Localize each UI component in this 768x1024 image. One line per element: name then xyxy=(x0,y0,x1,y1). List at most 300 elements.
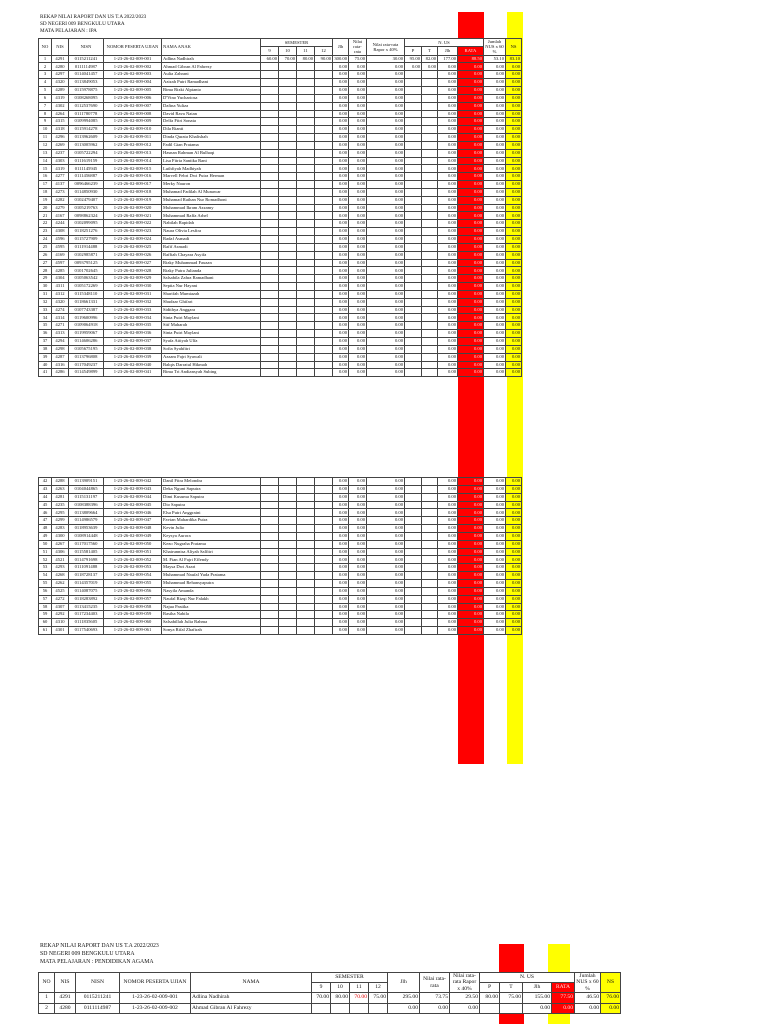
cell-s11 xyxy=(297,595,315,603)
cell-jlh2: 0.00 xyxy=(438,322,458,330)
cell-ns: 0.00 xyxy=(506,149,522,157)
cell-s10 xyxy=(279,63,297,71)
report1-table-a-body xyxy=(39,55,522,377)
cell-p xyxy=(405,330,422,338)
cell-p xyxy=(405,595,422,603)
cell-ns: 0.00 xyxy=(506,251,522,259)
cell-peserta: 1-23-26-02-009-009 xyxy=(104,118,162,126)
cell-rata: 0.00 xyxy=(349,196,367,204)
cell-p xyxy=(405,204,422,212)
cell-peserta: 1-23-26-02-009-032 xyxy=(104,298,162,306)
cell-rata: 0.00 xyxy=(349,181,367,189)
cell-rapor: 0.00 xyxy=(367,540,405,548)
cell-nis: 4303 xyxy=(52,157,69,165)
cell-rapor: 0.00 xyxy=(367,345,405,353)
cell-p xyxy=(405,361,422,369)
cell-s9 xyxy=(261,173,279,181)
cell-rata: 0.00 xyxy=(349,259,367,267)
cell-jlh: 0.00 xyxy=(333,251,349,259)
cell-nisn: 0114850930 xyxy=(69,188,104,196)
cell-nis: 4167 xyxy=(52,212,69,220)
cell-ns: 0.00 xyxy=(506,173,522,181)
cell-rata: 0.00 xyxy=(349,134,367,142)
cell-s9 xyxy=(261,259,279,267)
cell-jlh2: 0.00 xyxy=(438,220,458,228)
cell-nama: Muhamad Fadilah Al Munawar xyxy=(162,188,261,196)
col-ra-header: RATA xyxy=(458,47,484,55)
cell-nama: Rasiha Nabila xyxy=(162,611,261,619)
cell-rapor: 0.00 xyxy=(367,572,405,580)
cell-t xyxy=(422,322,438,330)
cell-rata: 0.00 xyxy=(349,118,367,126)
cell-ns: 0.00 xyxy=(506,243,522,251)
cell-s9 xyxy=(261,306,279,314)
cell-s11 xyxy=(297,267,315,275)
cell-ns: 0.00 xyxy=(506,196,522,204)
cell-s10 xyxy=(279,595,297,603)
cell-p xyxy=(405,517,422,525)
cell-rapor: 0.00 xyxy=(367,259,405,267)
cell-rapor: 0.00 xyxy=(367,517,405,525)
cell-p xyxy=(405,243,422,251)
cell-s9 xyxy=(261,236,279,244)
cell-p xyxy=(405,212,422,220)
cell-s12 xyxy=(315,493,333,501)
cell-nama: Ahmad Gibran Al Fahrezy xyxy=(191,1003,312,1013)
cell-s9 xyxy=(261,603,279,611)
cell-nisn: 0108268095 xyxy=(69,94,104,102)
col-p-header: P xyxy=(405,47,422,55)
cell-nama: Raffiah Chayara Asyifa xyxy=(162,251,261,259)
cell-p xyxy=(405,134,422,142)
cell-s12 xyxy=(315,548,333,556)
cell-s10 xyxy=(279,330,297,338)
table-row xyxy=(39,173,522,181)
cell-s10 xyxy=(279,126,297,134)
cell-rapor: 0.00 xyxy=(367,220,405,228)
cell-ra: 0.00 xyxy=(458,369,484,377)
cell-ra: 0.00 xyxy=(458,79,484,87)
cell-jlh2: 0.00 xyxy=(438,493,458,501)
cell-rata: 0.00 xyxy=(349,102,367,110)
cell-s10 xyxy=(279,71,297,79)
cell-t xyxy=(500,1003,523,1013)
cell-p xyxy=(405,564,422,572)
report1-subject: MATA PELAJARAN : IPA xyxy=(40,28,97,34)
cell-nama: Khairunnisa Aliyah Salfitri xyxy=(162,548,261,556)
cell-s11 xyxy=(297,157,315,165)
cell-ra: 0.00 xyxy=(458,322,484,330)
cell-nama: Radaf Asmadi xyxy=(162,236,261,244)
cell-peserta: 1-23-26-02-009-008 xyxy=(104,110,162,118)
table-row xyxy=(39,204,522,212)
cell-s10 xyxy=(279,181,297,189)
cell-ra: 0.00 xyxy=(458,517,484,525)
cell-s10 xyxy=(279,173,297,181)
cell-rata: 0.00 xyxy=(349,204,367,212)
cell-rata: 0.00 xyxy=(349,126,367,134)
cell-nisn: 0111835605 xyxy=(69,619,104,627)
report2-table-body xyxy=(39,993,621,1014)
cell-s9 xyxy=(261,157,279,165)
cell-t xyxy=(422,517,438,525)
cell-s10 xyxy=(279,212,297,220)
cell-ra: 0.00 xyxy=(458,134,484,142)
cell-nus: 0.00 xyxy=(484,485,506,493)
col-semester-header: SEMESTER xyxy=(261,39,333,47)
r2-col-p-header: P xyxy=(480,983,500,993)
cell-no: 10 xyxy=(39,126,52,134)
col-nama-header: NAMA ANAK xyxy=(162,39,261,56)
cell-nisn: 0108388396 xyxy=(69,501,104,509)
cell-jlh2: 0.00 xyxy=(438,572,458,580)
cell-p xyxy=(405,259,422,267)
cell-ra: 0.00 xyxy=(458,361,484,369)
cell-p xyxy=(405,611,422,619)
cell-nama: Muhammad Naufal Yuda Pratama xyxy=(162,572,261,580)
cell-nama: Sofia Syahfitri xyxy=(162,345,261,353)
cell-s9 xyxy=(261,627,279,635)
cell-s9 xyxy=(261,548,279,556)
cell-s12 xyxy=(315,126,333,134)
r2-col-sem9-header: 9 xyxy=(312,983,331,993)
cell-p xyxy=(480,1003,500,1013)
cell-jlh: 0.00 xyxy=(333,181,349,189)
cell-s12 xyxy=(315,337,333,345)
cell-p xyxy=(405,149,422,157)
cell-jlh2: 0.00 xyxy=(438,509,458,517)
cell-no: 55 xyxy=(39,579,52,587)
cell-p: 80.00 xyxy=(480,993,500,1003)
cell-peserta: 1-23-26-02-009-043 xyxy=(104,485,162,493)
cell-s12 xyxy=(315,236,333,244)
table-row xyxy=(39,165,522,173)
cell-s9 xyxy=(261,220,279,228)
cell-jlh2: 0.00 xyxy=(438,611,458,619)
cell-nus: 0.00 xyxy=(484,556,506,564)
cell-nama: Ahmad Gibran Al Fahrezy xyxy=(162,63,261,71)
cell-s11 xyxy=(297,63,315,71)
col-no-header: NO xyxy=(39,39,52,56)
cell-s12 xyxy=(315,478,333,486)
cell-s10 xyxy=(279,322,297,330)
report2-header xyxy=(40,942,159,966)
cell-no: 52 xyxy=(39,556,52,564)
cell-rata: 0.00 xyxy=(349,493,367,501)
cell-nama: Kezo Nugraha Pratama xyxy=(162,540,261,548)
cell-ra: 0.00 xyxy=(458,298,484,306)
cell-s10 xyxy=(279,517,297,525)
cell-peserta: 1-23-26-02-009-010 xyxy=(104,126,162,134)
cell-s11 xyxy=(297,501,315,509)
cell-nus: 0.00 xyxy=(484,579,506,587)
cell-nis: 4282 xyxy=(52,196,69,204)
cell-nama: Rizky Putra Julianda xyxy=(162,267,261,275)
cell-no: 14 xyxy=(39,157,52,165)
cell-nus: 0.00 xyxy=(484,275,506,283)
cell-rata: 0.00 xyxy=(349,94,367,102)
table-row xyxy=(39,275,522,283)
cell-p xyxy=(405,345,422,353)
col-ns-header: NS xyxy=(506,39,522,56)
cell-jlh2: 0.00 xyxy=(438,86,458,94)
cell-s12 xyxy=(315,525,333,533)
cell-t xyxy=(422,220,438,228)
cell-t xyxy=(422,275,438,283)
cell-nama: Deka Nguni Saputra xyxy=(162,485,261,493)
cell-s12 xyxy=(315,619,333,627)
cell-nis: 4271 xyxy=(52,322,69,330)
cell-p xyxy=(405,102,422,110)
cell-nis: 4315 xyxy=(52,118,69,126)
cell-ra: 0.00 xyxy=(458,603,484,611)
cell-nus: 0.00 xyxy=(484,157,506,165)
cell-rapor: 0.00 xyxy=(367,86,405,94)
cell-s9 xyxy=(261,71,279,79)
cell-peserta: 1-23-26-02-009-001 xyxy=(120,993,191,1003)
cell-s12 xyxy=(315,572,333,580)
cell-t xyxy=(422,532,438,540)
table-row xyxy=(39,157,522,165)
cell-no: 51 xyxy=(39,548,52,556)
table-row xyxy=(39,361,522,369)
cell-nama: Shudzar Ghifari xyxy=(162,298,261,306)
cell-jlh: 0.00 xyxy=(333,517,349,525)
cell-peserta: 1-23-26-02-009-001 xyxy=(104,55,162,63)
cell-nis: 4288 xyxy=(52,478,69,486)
table-row xyxy=(39,548,522,556)
table-row xyxy=(39,102,522,110)
cell-peserta: 1-23-26-02-009-057 xyxy=(104,595,162,603)
table-row xyxy=(39,196,522,204)
cell-rata: 0.00 xyxy=(349,157,367,165)
cell-t xyxy=(422,595,438,603)
cell-rapor: 0.00 xyxy=(367,493,405,501)
cell-ns: 0.00 xyxy=(506,220,522,228)
cell-nus: 0.00 xyxy=(484,236,506,244)
cell-s9 xyxy=(261,251,279,259)
cell-s12 xyxy=(315,353,333,361)
cell-s12 xyxy=(315,306,333,314)
cell-no: 16 xyxy=(39,173,52,181)
cell-jlh2: 0.00 xyxy=(438,619,458,627)
cell-p xyxy=(405,298,422,306)
cell-jlh2: 0.00 xyxy=(438,290,458,298)
cell-ra: 0.00 xyxy=(458,290,484,298)
cell-s9 xyxy=(261,619,279,627)
cell-t xyxy=(422,501,438,509)
r2-col-jlh2-header: Jlh xyxy=(523,983,552,993)
r2-col-no-header: NO xyxy=(39,973,55,993)
cell-rata: 0.00 xyxy=(349,330,367,338)
cell-jlh: 0.00 xyxy=(333,619,349,627)
cell-rapor: 0.00 xyxy=(367,181,405,189)
cell-s10 xyxy=(279,587,297,595)
cell-no: 46 xyxy=(39,509,52,517)
cell-rata: 0.00 xyxy=(349,595,367,603)
cell-nis: 4283 xyxy=(52,525,69,533)
cell-nus: 0.00 xyxy=(484,118,506,126)
cell-jlh2: 0.00 xyxy=(438,627,458,635)
cell-rata: 75.00 xyxy=(349,55,367,63)
cell-ra: 0.00 xyxy=(458,283,484,291)
cell-t xyxy=(422,283,438,291)
cell-nis: 4285 xyxy=(52,267,69,275)
cell-s12 xyxy=(315,361,333,369)
cell-s11 xyxy=(297,204,315,212)
cell-nus: 0.00 xyxy=(484,540,506,548)
cell-nisn: 0114549899 xyxy=(69,369,104,377)
cell-no: 36 xyxy=(39,330,52,338)
cell-rata: 0.00 xyxy=(349,337,367,345)
cell-nama: Naufal Rizqi Nur Falakh xyxy=(162,595,261,603)
cell-nama: Sidithya Anggara xyxy=(162,306,261,314)
cell-no: 24 xyxy=(39,236,52,244)
cell-s9 xyxy=(261,517,279,525)
cell-nisn: 0115211241 xyxy=(76,993,120,1003)
cell-rata: 0.00 xyxy=(349,212,367,220)
cell-jlh2: 0.00 xyxy=(438,314,458,322)
cell-peserta: 1-23-26-02-009-002 xyxy=(104,63,162,71)
cell-t xyxy=(422,212,438,220)
cell-nus: 0.00 xyxy=(484,298,506,306)
cell-nus: 0.00 xyxy=(484,501,506,509)
cell-nama: M. Fian Al Fajri Effendy xyxy=(162,556,261,564)
cell-peserta: 1-23-26-02-009-034 xyxy=(104,314,162,322)
cell-s12 xyxy=(315,587,333,595)
cell-jlh2: 0.00 xyxy=(438,330,458,338)
cell-ra: 88.50 xyxy=(458,55,484,63)
cell-jlh2: 0.00 xyxy=(438,173,458,181)
cell-s11 xyxy=(297,275,315,283)
cell-nus: 0.00 xyxy=(484,220,506,228)
cell-s11 xyxy=(297,532,315,540)
r2-col-sem11-header: 11 xyxy=(350,983,369,993)
cell-ns: 0.00 xyxy=(506,579,522,587)
cell-ns: 0.00 xyxy=(506,345,522,353)
cell-s9 xyxy=(261,267,279,275)
cell-p xyxy=(405,290,422,298)
cell-ns: 0.00 xyxy=(506,94,522,102)
cell-s10 xyxy=(279,141,297,149)
cell-ns: 0.00 xyxy=(506,478,522,486)
cell-peserta: 1-23-26-02-009-044 xyxy=(104,493,162,501)
cell-s10 xyxy=(279,298,297,306)
cell-s12 xyxy=(315,94,333,102)
cell-ra: 0.00 xyxy=(458,71,484,79)
cell-t: 75.00 xyxy=(500,993,523,1003)
cell-peserta: 1-23-26-02-009-028 xyxy=(104,267,162,275)
cell-nis: 4307 xyxy=(52,603,69,611)
cell-no: 41 xyxy=(39,369,52,377)
cell-rapor: 0.00 xyxy=(367,564,405,572)
cell-jlh: 0.00 xyxy=(333,579,349,587)
cell-nisn: 0111091488 xyxy=(69,564,104,572)
cell-nis: 4235 xyxy=(52,501,69,509)
cell-nama: Keysya Aurora xyxy=(162,532,261,540)
cell-p xyxy=(405,369,422,377)
cell-s9 xyxy=(261,141,279,149)
cell-ns: 0.00 xyxy=(506,157,522,165)
cell-s9 xyxy=(261,501,279,509)
cell-rata: 0.00 xyxy=(349,619,367,627)
cell-nis: 4301 xyxy=(52,627,69,635)
cell-nus: 0.00 xyxy=(484,141,506,149)
cell-nama: Muhamad Raihan Nur Romadhoni xyxy=(162,196,261,204)
cell-s11 xyxy=(297,587,315,595)
cell-jlh: 0.00 xyxy=(333,243,349,251)
cell-jlh: 0.00 xyxy=(333,509,349,517)
cell-rata: 0.00 xyxy=(349,369,367,377)
cell-nisn: 0115978875 xyxy=(69,86,104,94)
cell-nis: 4316 xyxy=(52,361,69,369)
cell-s12 xyxy=(315,165,333,173)
cell-jlh: 0.00 xyxy=(333,572,349,580)
cell-nama: Najua Pastika xyxy=(162,603,261,611)
cell-jlh: 0.00 xyxy=(333,322,349,330)
cell-nus: 0.00 xyxy=(484,564,506,572)
cell-s12 xyxy=(315,141,333,149)
cell-s12 xyxy=(315,243,333,251)
cell-nus: 0.00 xyxy=(484,188,506,196)
cell-nis: 4291 xyxy=(52,55,69,63)
table-row xyxy=(39,220,522,228)
cell-s12 xyxy=(315,485,333,493)
cell-jlh2: 0.00 xyxy=(438,141,458,149)
cell-no: 26 xyxy=(39,251,52,259)
table-row xyxy=(39,993,621,1003)
cell-peserta: 1-23-26-02-009-061 xyxy=(104,627,162,635)
cell-ns: 0.00 xyxy=(506,228,522,236)
cell-s9 xyxy=(261,369,279,377)
cell-s9 xyxy=(261,102,279,110)
cell-peserta: 1-23-26-02-009-053 xyxy=(104,564,162,572)
cell-rata: 0.00 xyxy=(420,1003,450,1013)
cell-t xyxy=(422,485,438,493)
cell-t xyxy=(422,141,438,149)
cell-jlh: 0.00 xyxy=(333,330,349,338)
cell-s12: 75.00 xyxy=(369,993,388,1003)
cell-rapor: 0.00 xyxy=(367,548,405,556)
cell-nis: 4313 xyxy=(52,330,69,338)
table-row xyxy=(39,243,522,251)
cell-no: 8 xyxy=(39,110,52,118)
cell-jlh: 0.00 xyxy=(333,196,349,204)
cell-jlh2: 0.00 xyxy=(438,157,458,165)
cell-s11: 70.00 xyxy=(350,993,369,1003)
cell-s11 xyxy=(297,540,315,548)
cell-s9 xyxy=(261,314,279,322)
cell-rata: 0.00 xyxy=(349,517,367,525)
cell-nama: Sinta Putri Maylani xyxy=(162,330,261,338)
cell-ns: 0.00 xyxy=(506,361,522,369)
cell-nus: 0.00 xyxy=(484,619,506,627)
cell-nus: 0.00 xyxy=(484,71,506,79)
cell-rata: 0.00 xyxy=(349,71,367,79)
cell-nus: 0.00 xyxy=(484,251,506,259)
cell-jlh2: 0.00 xyxy=(438,188,458,196)
cell-peserta: 1-23-26-02-009-039 xyxy=(104,353,162,361)
cell-s12 xyxy=(369,1003,388,1013)
cell-ns: 0.00 xyxy=(506,79,522,87)
cell-p xyxy=(405,306,422,314)
cell-nus: 0.00 xyxy=(484,595,506,603)
cell-jlh: 0.00 xyxy=(333,337,349,345)
cell-s12 xyxy=(315,220,333,228)
cell-s11 xyxy=(297,579,315,587)
cell-t xyxy=(422,579,438,587)
cell-nisn: 0111619159 xyxy=(69,157,104,165)
